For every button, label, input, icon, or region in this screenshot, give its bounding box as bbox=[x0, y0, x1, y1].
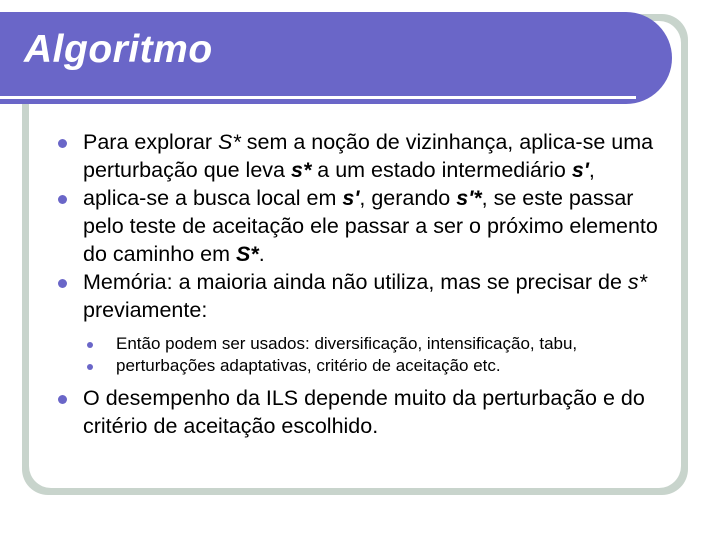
bullet-text: O desempenho da ILS depende muito da perturbação e do critério de aceitação escolhido. bbox=[83, 386, 645, 438]
bullet-item bbox=[56, 128, 668, 184]
bullet-list bbox=[56, 128, 668, 440]
sub-bullet-item bbox=[56, 333, 668, 355]
sub-bullet-dot-icon bbox=[87, 364, 93, 370]
bullet-text: Para explorar bbox=[83, 130, 219, 154]
bullet-text: , bbox=[588, 158, 595, 182]
math-symbol: s' bbox=[342, 186, 360, 210]
bullet-item bbox=[56, 184, 668, 268]
sub-bullet-text: Então podem ser usados: diversificação, intensificação, tabu, bbox=[116, 334, 578, 353]
sub-bullet-text: perturbações adaptativas, critério de aceitação etc. bbox=[116, 356, 501, 375]
sub-bullet-item bbox=[56, 355, 668, 377]
bullet-dot-icon bbox=[58, 395, 67, 404]
bullet-dot-icon bbox=[58, 139, 67, 148]
bullet-text: Memória: a maioria ainda não utiliza, mas se precisar de bbox=[83, 270, 628, 294]
math-symbol: s* bbox=[627, 270, 648, 294]
math-symbol: s* bbox=[290, 158, 312, 182]
bullet-text: aplica-se a busca local em bbox=[83, 186, 343, 210]
bullet-text: . bbox=[258, 242, 265, 266]
bullet-text: , se este passar pelo teste de aceitação ele passar a ser o próximo elemento do caminho em bbox=[83, 186, 658, 266]
sub-bullet-list bbox=[56, 333, 668, 377]
sub-bullet-dot-icon bbox=[87, 342, 93, 348]
bullet-item bbox=[56, 268, 668, 324]
bullet-item bbox=[56, 384, 668, 440]
math-symbol: S* bbox=[235, 242, 259, 266]
title-underline bbox=[0, 96, 636, 99]
bullet-dot-icon bbox=[58, 195, 67, 204]
math-symbol: S* bbox=[218, 130, 241, 154]
slide-title: Algoritmo bbox=[24, 28, 213, 71]
bullet-text: , gerando bbox=[359, 186, 457, 210]
math-symbol: s' bbox=[571, 158, 589, 182]
bullet-text: previamente: bbox=[83, 298, 208, 322]
bullet-dot-icon bbox=[58, 279, 67, 288]
bullet-text: a um estado intermediário bbox=[311, 158, 572, 182]
math-symbol: s'* bbox=[456, 186, 482, 210]
bullet-text: sem a noção de vizinhança, aplica-se uma perturbação que leva bbox=[83, 130, 654, 182]
